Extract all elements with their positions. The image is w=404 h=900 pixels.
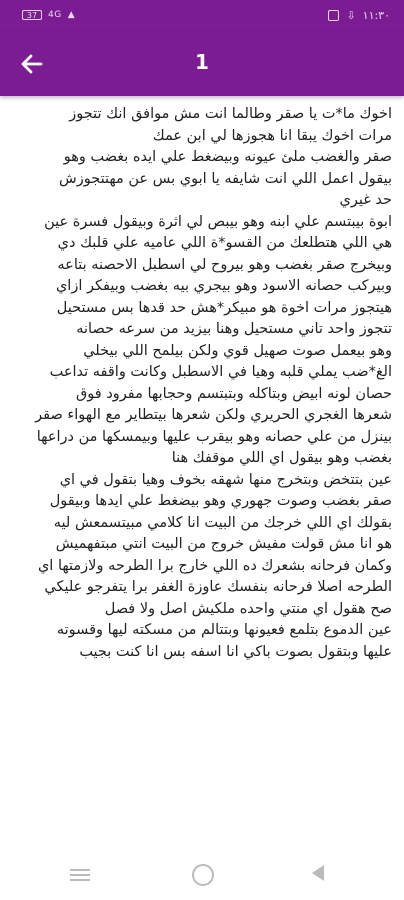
page-title: 1 (195, 50, 209, 74)
notification-icon (328, 10, 339, 21)
wifi-icon: ▲ (67, 10, 76, 20)
status-bar (0, 0, 404, 32)
story-line: حصان لونه ابيض وبتاكله وبتبتسم وحجابها مفرود فوق (76, 385, 392, 402)
story-line: وبيخرج صقر بغضب وهو بيروح لي اسطبل الاحصنه بتاعه (57, 256, 392, 273)
story-line: صقر والغضب ملئ عيونه وبيضغط علي ايده بغضب وهو (63, 149, 392, 165)
story-line: صقر بغضب وصوت جهوري وهو بيضغط علي ايدها وبيقول (49, 493, 392, 509)
story-line: وهو بيعمل صوت صهيل قوي ولكن بيلمح اللي بيخلي (83, 342, 392, 359)
status-right (328, 9, 390, 22)
back-nav-icon[interactable] (312, 865, 324, 881)
home-icon[interactable] (192, 864, 214, 886)
download-icon: ⇩ (346, 9, 356, 22)
navigation-bar (0, 848, 404, 900)
story-content[interactable] (12, 104, 392, 846)
story-line: عين بتتخض وبتخرج منها شهقه بخوف وهيا بتقول في اي (59, 471, 392, 488)
signal-icon: 4G (48, 10, 62, 20)
story-line: شعرها الغجري الحريري ولكن شعرها بيتطاير مع الهواء صقر (35, 407, 392, 423)
app-bar (0, 32, 404, 96)
story-line: وبيركب حصانه الاسود وهو بيجري بيه بغضب وبيفكر ازاي (55, 278, 392, 294)
story-line: تتجوز واحد تاني مستحيل وهنا بيزيد من سرعه حصانه (76, 321, 392, 337)
story-line: مرات اخوك يبقا انا هجوزها لي ابن عمك (152, 127, 392, 144)
recent-apps-icon[interactable] (70, 866, 90, 884)
story-line: عليها وبتقول بصوت باكي انا اسفه بس انا كنت بجيب (79, 643, 392, 660)
story-line: بغضب وهو بيقول اي اللي موقفك هنا (171, 450, 392, 466)
story-line: بيقول اعمل اللي انت شايفه يا ابوي بس عن مهتتجوزش (59, 170, 392, 187)
story-line: عين الدموع بتلمع فعيونها وبتتالم من مسكته ليها وقسوته (56, 622, 392, 638)
status-left (22, 10, 75, 20)
story-line: وكمان فرحانه بشعرك ده اللي خارج برا الطرحه ولازمتها اي (37, 557, 392, 574)
story-line: هو انا مش قولت مفيش خروج من البيت انتي مبتفهميش (55, 536, 392, 552)
story-line: حد غيري (339, 192, 392, 208)
status-time: ١١:٣٠ (362, 9, 390, 22)
story-line: الطرحه اصلا فرحانه بنفسك عاوزة الغفر برا يتفرجو عليكي (44, 579, 392, 595)
story-line: صح هقول اي منتي واحده ملكيش اصل ولا فصل (104, 600, 392, 617)
story-line: بقولك اي اللي خرجك من البيت انا كلامي مبيتسمعش ليه (53, 514, 392, 531)
story-line: ابوة بيبتسم علي ابنه وهو بيبص لي اثرة وبيقول فسرة عين (44, 213, 392, 230)
story-line: بينزل من علي حصانه وهو بيقرب عليها وبيمسكها من دراعها (36, 428, 392, 445)
story-line: الغ*ضب يملي قلبه وهيا في الاسطبل وكانت واقفه تداعب (49, 364, 392, 380)
story-line: اخوك ما*ت يا صقر وطالما انت مش موافق انك تتجوز (69, 106, 392, 122)
battery-icon: 37 (22, 10, 42, 20)
story-line: هيتجوز مرات اخوة هو مبيكر*هش حد قدها بس مستحيل (56, 299, 392, 316)
story-line: هي اللي هتطلعك من القسو*ة اللي عاميه علي قلبك دي (57, 235, 392, 251)
